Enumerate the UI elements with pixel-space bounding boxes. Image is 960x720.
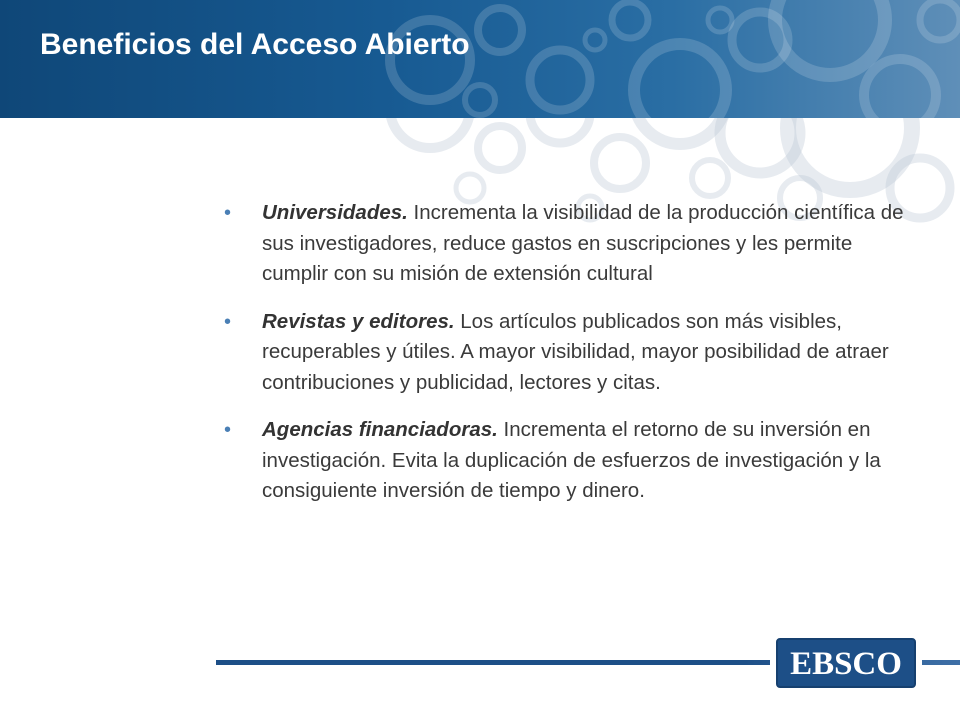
slide-title: Beneficios del Acceso Abierto [40,28,470,61]
header-band [0,0,960,118]
bullet-text: Los artículos publicados son más visibles, recuperables y útiles. A mayor visibilidad, mayor posibilidad de atraer contribuciones y publicidad, lectores y citas. [262,309,889,394]
ebsco-logo [776,638,916,688]
bullet-text: Incrementa la visibilidad de la producción científica de sus investigadores, reduce gastos en suscripciones y les permite cumplir con su misión de extensión cultural [262,201,904,285]
logo-text: EBSCO [790,645,902,682]
bullet-list [224,198,914,524]
bullet-term: Revistas y editores. [262,309,455,333]
bullet-icon: • [224,419,232,441]
bullet-term: Universidades. [262,201,408,224]
list-item [224,198,914,290]
list-item [224,307,914,399]
bullet-term: Agencias financiadoras. [262,418,498,441]
bullet-text: Incrementa el retorno de su inversión en investigación. Evita la duplicación de esfuerzos de investigación y la consiguiente inversión de tiempo y dinero. [262,418,881,502]
bullet-icon: • [224,310,232,333]
bullet-icon: • [224,202,232,224]
list-item [224,415,914,507]
